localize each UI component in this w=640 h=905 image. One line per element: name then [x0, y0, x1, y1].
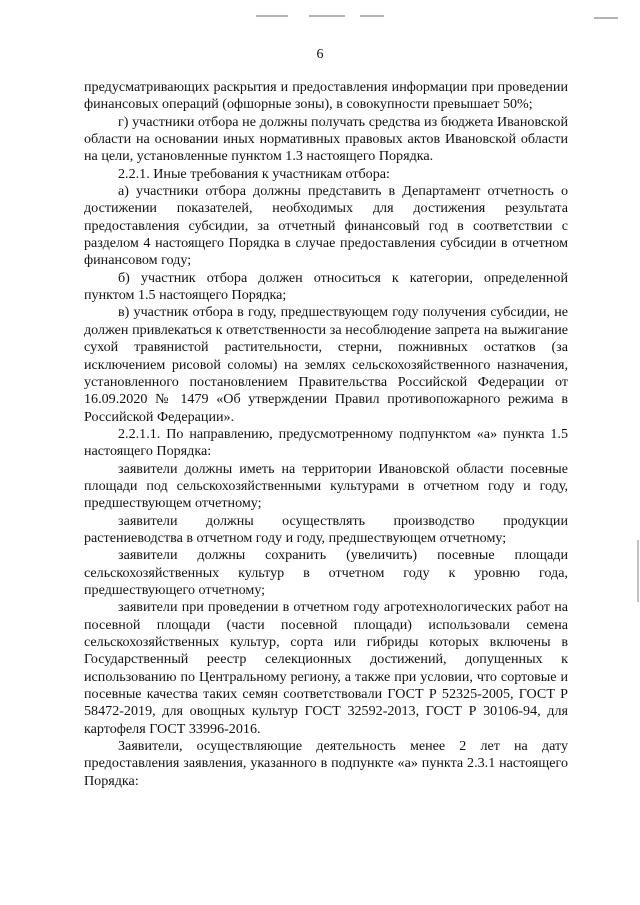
paragraph-section-2-2-1: 2.2.1. Иные требования к участникам отбора:	[118, 165, 390, 182]
document-text	[84, 79, 568, 790]
paragraph-requirement-b: б) участник отбора должен относиться к категории, определенной пунктом 1.5 настоящего Порядка;	[84, 269, 568, 304]
paragraph-section-2-2-1-1: 2.2.1.1. По направлению, предусмотренному подпунктом «а» пункта 1.5 настоящего Порядка:	[84, 425, 568, 460]
page-number: 6	[316, 47, 324, 62]
scan-artifact-top-center	[309, 15, 345, 17]
paragraph-crop-production: заявители должны осуществлять производство продукции растениеводства в отчетном году и году, предшествующем отчетному;	[84, 512, 568, 546]
paragraph-offshore-continuation: предусматривающих раскрытия и предоставления информации при проведении финансовых операций (офшорные зоны), в совокупности превышает 50%;	[84, 79, 568, 113]
scan-artifact-top-right	[360, 15, 384, 17]
paragraph-new-applicants: Заявители, осуществляющие деятельность менее 2 лет на дату предоставления заявления, указанного в подпункте «а» пункта 2.3.1 настоящего Порядка:	[84, 738, 568, 789]
paragraph-certified-seeds: заявители при проведении в отчетном году агротехнологических работ на посевной площади (части посевной площади) использовали семена сельскохозяйственных культур, сорта или гибриды которых включены в Государственный реестр селекционных достижений, допущенных к использованию по Центральному региону, а также при условии, что сортовые и посевные качества таких семян соответствовали ГОСТ Р 52325-2005, ГОСТ Р 58472-2019, для овощных культур ГОСТ 32592-2013, ГОСТ Р 30106-94, для картофеля ГОСТ 33996-2016.	[84, 599, 568, 737]
scan-right-edge	[637, 540, 639, 602]
paragraph-maintain-areas: заявители должны сохранить (увеличить) посевные площади сельскохозяйственных культур в отчетном году к уровню года, предшествующего отчетному;	[84, 547, 568, 598]
paragraph-requirement-v: в) участник отбора в году, предшествующем году получения субсидии, не должен привлекаться к ответственности за несоблюдение запрета на выжигание сухой травянистой растительности, стерни, пожнивных остатков (за исключением рисовой соломы) на землях сельскохозяйственного назначения, установленного постановлением Правительства Российской Федерации от 16.09.2020 № 1479 «Об утверждении Правил противопожарного режима в Российской Федерации».	[84, 304, 568, 425]
scan-artifact-top-left	[256, 15, 288, 17]
paragraph-requirement-g: г) участники отбора не должны получать средства из бюджета Ивановской области на основании иных нормативных правовых актов Ивановской области на цели, установленные пунктом 1.3 настоящего Порядка.	[84, 113, 568, 165]
paragraph-requirement-a: а) участники отбора должны представить в Департамент отчетность о достижении показателей, необходимых для достижения результата предоставления субсидии, за отчетный финансовый год в соответствии с разделом 4 настоящего Порядка в случае предоставления субсидии в отчетном финансовом году;	[84, 183, 568, 269]
paragraph-sown-areas: заявители должны иметь на территории Ивановской области посевные площади под сельскохозяйственными культурами в отчетном году и году, предшествующем отчетному;	[84, 460, 568, 512]
scan-artifact-corner	[594, 17, 618, 19]
